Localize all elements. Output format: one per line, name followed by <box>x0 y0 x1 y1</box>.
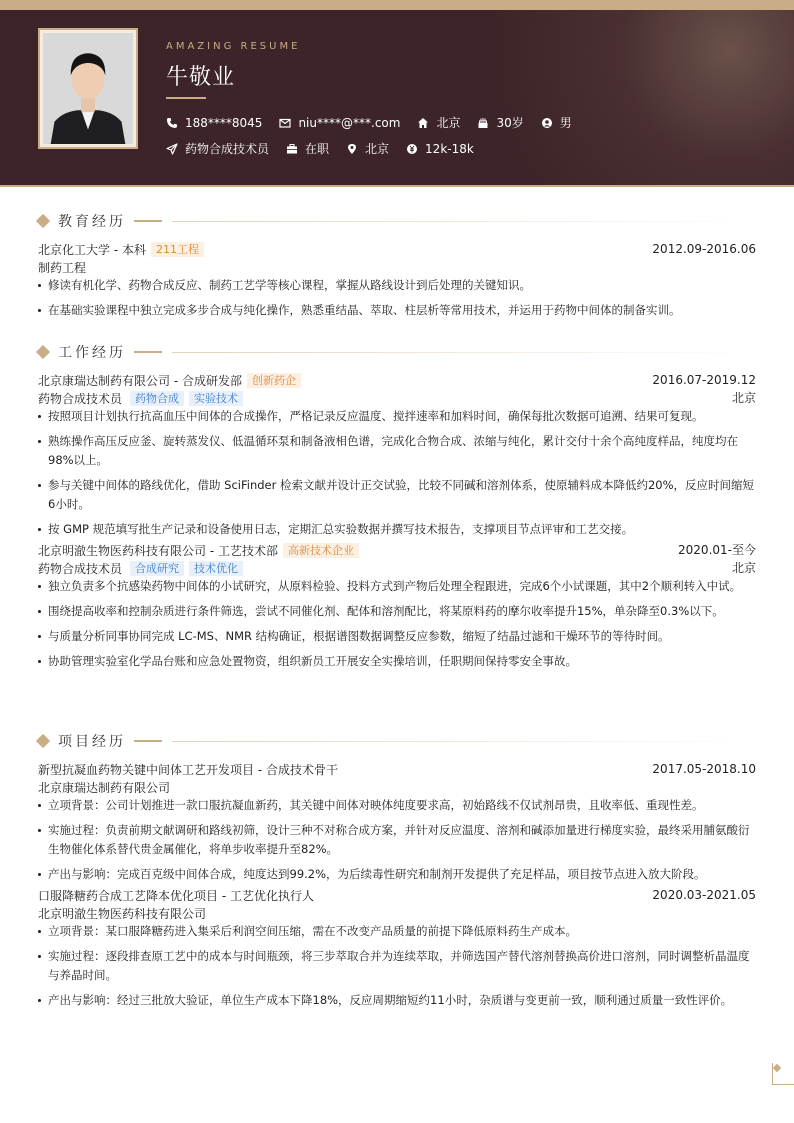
age-item <box>477 114 523 131</box>
entry-heading-row <box>38 760 756 778</box>
home-icon <box>417 117 429 129</box>
entry-heading-row <box>38 240 756 258</box>
school-tag: 211工程 <box>151 242 204 257</box>
email-item <box>279 116 400 130</box>
major: 制药工程 <box>38 260 87 275</box>
phone-number: 188****8045 <box>185 115 263 130</box>
section-divider <box>172 221 756 222</box>
entry-company-row <box>38 778 756 796</box>
list-item: 在基础实验课程中独立完成多步合成与纯化操作，熟悉重结晶、萃取、柱层析等常用技术，并运用于药物中间体的制备实训。 <box>38 301 756 320</box>
skill-tag: 药物合成 <box>130 391 184 406</box>
entry-heading-row <box>38 886 756 904</box>
expected-salary: 12k-18k <box>425 141 474 156</box>
project-title-role: 口服降糖药合成工艺降本优化项目 - 工艺优化执行人 <box>38 888 314 903</box>
section-title: 项目经历 <box>58 734 126 750</box>
company-department: 北京明澈生物医药科技有限公司 - 工艺技术部 <box>38 543 278 558</box>
resume-header <box>0 10 794 186</box>
entry-role-row <box>38 389 756 407</box>
mail-icon <box>279 117 291 129</box>
school-degree: 北京化工大学 - 本科 <box>38 242 146 257</box>
entry-date: 2016.07-2019.12 <box>652 373 756 387</box>
bullet-list <box>38 407 756 539</box>
name-underline <box>166 97 206 99</box>
entry-date: 2017.05-2018.10 <box>652 762 756 776</box>
age-value: 30岁 <box>496 116 524 130</box>
top-accent-bar <box>0 0 794 10</box>
project-title-role: 新型抗凝血药物关键中间体工艺开发项目 - 合成技术骨干 <box>38 762 338 777</box>
list-item: 立项背景：公司计划推进一款口服抗凝血新药，其关键中间体对映体纯度要求高，初始路线不仅试剂昂贵，且收率低、重现性差。 <box>38 796 756 815</box>
send-icon <box>166 143 178 155</box>
list-item: 独立负责多个抗感染药物中间体的小试研究，从原料检验、投料方式到产物后处理全程跟进，完成6个小试课题，其中2个顺利转入中试。 <box>38 577 756 596</box>
header-bottom-rule <box>0 185 794 187</box>
avatar <box>43 33 133 144</box>
entry-heading-row <box>38 541 756 559</box>
list-item: 围绕提高收率和控制杂质进行条件筛选，尝试不同催化剂、配体和溶剂配比，将某原料药的摩尔收率提升15%，单杂降至0.3%以下。 <box>38 602 756 621</box>
contact-row <box>166 114 589 131</box>
list-item: 修读有机化学、药物合成反应、制药工艺学等核心课程，掌握从路线设计到后处理的关键知识。 <box>38 276 756 295</box>
section-divider <box>172 741 756 742</box>
list-item: 立项背景：某口服降糖药进入集采后利润空间压缩，需在不改变产品质量的前提下降低原料药生产成本。 <box>38 922 756 941</box>
section-title: 工作经历 <box>58 345 126 361</box>
resume-kicker: AMAZING RESUME <box>166 41 301 52</box>
job-role: 药物合成技术员 <box>38 391 123 406</box>
company-tag: 创新药企 <box>247 373 301 388</box>
gender-icon <box>541 117 553 129</box>
skill-tag: 合成研究 <box>130 561 184 576</box>
skill-tag: 技术优化 <box>189 561 243 576</box>
target-city-item <box>346 140 389 157</box>
list-item: 产出与影响：经过三批放大验证，单位生产成本下降18%，反应周期缩短约11小时，杂质谱与变更前一致，顺利通过质量一致性评价。 <box>38 991 756 1010</box>
section-heading <box>36 210 756 232</box>
residence-item <box>417 114 460 131</box>
job-intent-row <box>166 140 491 157</box>
gender-value: 男 <box>559 116 572 130</box>
company-tag: 高新技术企业 <box>283 543 359 558</box>
project-company: 北京明澈生物医药科技有限公司 <box>38 906 207 921</box>
candidate-name: 牛敬业 <box>166 65 236 90</box>
section-divider <box>172 352 756 353</box>
salary-icon <box>406 143 418 155</box>
list-item: 按 GMP 规范填写批生产记录和设备使用日志，定期汇总实验数据并撰写技术报告，支撑项目节点评审和工艺交接。 <box>38 520 756 539</box>
projects-section <box>36 730 756 1016</box>
job-location: 北京 <box>731 391 756 405</box>
list-item: 实施过程：负责前期文献调研和路线初筛，设计三种不对称合成方案，并针对反应温度、溶剂和碱添加量进行梯度实验，最终采用脯氨酸衍生物催化体系替代贵金属催化，将单步收率提升至82%。 <box>38 821 756 859</box>
location-pin-icon <box>346 143 358 155</box>
section-heading <box>36 730 756 752</box>
diamond-icon <box>36 214 50 228</box>
section-dash <box>134 740 162 742</box>
list-item: 熟练操作高压反应釜、旋转蒸发仪、低温循环泵和制备液相色谱，完成化合物合成、浓缩与纯化，累计交付十余个高纯度样品，纯度均在98%以上。 <box>38 432 756 470</box>
section-heading <box>36 341 756 363</box>
list-item: 参与关键中间体的路线优化，借助 SciFinder 检索文献并设计正交试验，比较不同碱和溶剂体系，使原辅料成本降低约20%，反应时间缩短6小时。 <box>38 476 756 514</box>
entry-date: 2020.01-至今 <box>678 543 756 557</box>
entry-subtitle-row <box>38 258 756 276</box>
email-address: niu****@***.com <box>298 115 401 130</box>
section-dash <box>134 220 162 222</box>
gender-item <box>541 114 572 131</box>
list-item: 协助管理实验室化学品台账和应急处置物资，组织新员工开展安全实操培训，任职期间保持零安全事故。 <box>38 652 756 671</box>
salary-item <box>406 142 474 156</box>
diamond-icon <box>36 734 50 748</box>
residence-city: 北京 <box>436 116 461 130</box>
diamond-icon <box>36 345 50 359</box>
target-position: 药物合成技术员 <box>185 142 270 156</box>
bullet-list <box>38 796 756 884</box>
job-location: 北京 <box>731 561 756 575</box>
profile-photo-frame <box>38 28 138 149</box>
target-city: 北京 <box>365 142 390 156</box>
entry-role-row <box>38 559 756 577</box>
target-position-item <box>166 140 269 157</box>
phone-item <box>166 116 262 130</box>
cake-icon <box>477 117 489 129</box>
education-section <box>36 210 756 326</box>
bullet-list <box>38 922 756 1010</box>
job-role: 药物合成技术员 <box>38 561 123 576</box>
entry-date: 2020.03-2021.05 <box>652 888 756 902</box>
phone-icon <box>166 117 178 129</box>
section-title: 教育经历 <box>58 214 126 230</box>
job-status-item <box>286 140 329 157</box>
list-item: 按照项目计划执行抗高血压中间体的合成操作，严格记录反应温度、搅拌速率和加料时间，确保每批次数据可追溯、结果可复现。 <box>38 407 756 426</box>
bullet-list <box>38 577 756 671</box>
briefcase-icon <box>286 143 298 155</box>
entry-company-row <box>38 904 756 922</box>
section-dash <box>134 351 162 353</box>
project-company: 北京康瑞达制药有限公司 <box>38 780 171 795</box>
list-item: 与质量分析同事协同完成 LC-MS、NMR 结构确证，根据谱图数据调整反应参数，缩短了结晶过滤和干燥环节的等待时间。 <box>38 627 756 646</box>
list-item: 实施过程：逐段排查原工艺中的成本与时间瓶颈，将三步萃取合并为连续萃取，并筛选国产替代溶剂替换高价进口溶剂，同时调整析晶温度与养晶时间。 <box>38 947 756 985</box>
skill-tag: 实验技术 <box>189 391 243 406</box>
work-section <box>36 341 756 677</box>
company-department: 北京康瑞达制药有限公司 - 合成研发部 <box>38 373 242 388</box>
bullet-list <box>38 276 756 320</box>
list-item: 产出与影响：完成百克级中间体合成，纯度达到99.2%，为后续毒性研究和制剂开发提供了充足样品，项目按节点进入放大阶段。 <box>38 865 756 884</box>
job-status: 在职 <box>305 142 330 156</box>
entry-date: 2012.09-2016.06 <box>652 242 756 256</box>
entry-heading-row <box>38 371 756 389</box>
